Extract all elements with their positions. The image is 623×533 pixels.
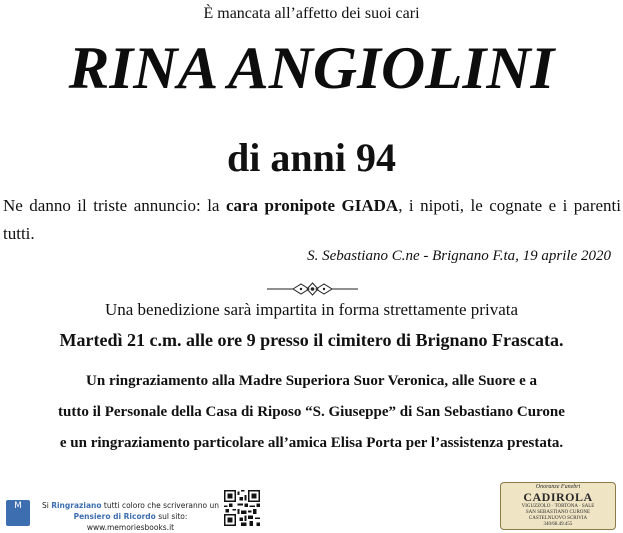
footer-suffix: tutti coloro che scriveranno un: [101, 501, 220, 510]
footer-website[interactable]: sul sito: www.memoriesbooks.it: [86, 512, 188, 532]
thanks-line: Un ringraziamento alla Madre Superiora Suor Veronica, alle Suore e a: [86, 373, 537, 389]
thanks-line: e un ringraziamento particolare all’amica Elisa Porta per l’assistenza prestata.: [59, 435, 564, 451]
announcement-bold: cara pronipote GIADA: [225, 196, 399, 215]
logo-letter: M: [14, 501, 22, 511]
memoriesbooks-logo: [6, 500, 30, 526]
footer-prefix: Si: [41, 501, 52, 510]
announcement-suffix: , i nipoti, le cognate e i parenti tutti.: [3, 196, 621, 243]
agency-line: CASTELNUOVO SCRIVIA: [528, 516, 588, 521]
deceased-age: di anni 94: [227, 135, 396, 180]
thanks-line: tutto il Personale della Casa di Riposo “S. Giuseppe” di San Sebastiano Curone: [58, 404, 565, 420]
agency-line: VIGUZZOLO · TORTONA · SALE: [521, 504, 595, 509]
announcement: [3, 192, 621, 248]
agency-top: Onoranze Funebri: [535, 484, 581, 490]
announcement-prefix: Ne danno il triste annuncio: la: [3, 196, 226, 215]
place-date: S. Sebastiano C.ne - Brignano F.ta, 19 aprile 2020: [307, 248, 611, 264]
intro-text: È mancata all’affetto dei suoi cari: [203, 5, 420, 22]
deceased-name: RINA ANGIOLINI: [68, 35, 555, 101]
blessing-text: Una benedizione sarà impartita in forma strettamente privata: [104, 300, 519, 319]
divider-ornament-icon: [265, 280, 360, 298]
footer-highlight: Ringraziano: [51, 501, 102, 510]
footer-highlight-2: Pensiero di Ricordo: [73, 512, 156, 521]
footer-text: [38, 500, 223, 533]
funeral-agency-badge: [500, 482, 616, 530]
agency-line: SAN SEBASTIANO CURONE: [525, 510, 591, 515]
agency-name: CADIROLA: [523, 490, 593, 504]
qr-code-icon[interactable]: [224, 490, 260, 526]
ceremony-text: Martedì 21 c.m. alle ore 9 presso il cimitero di Brignano Frascata.: [59, 330, 564, 350]
agency-phone: 340/68.49.455: [543, 522, 573, 527]
